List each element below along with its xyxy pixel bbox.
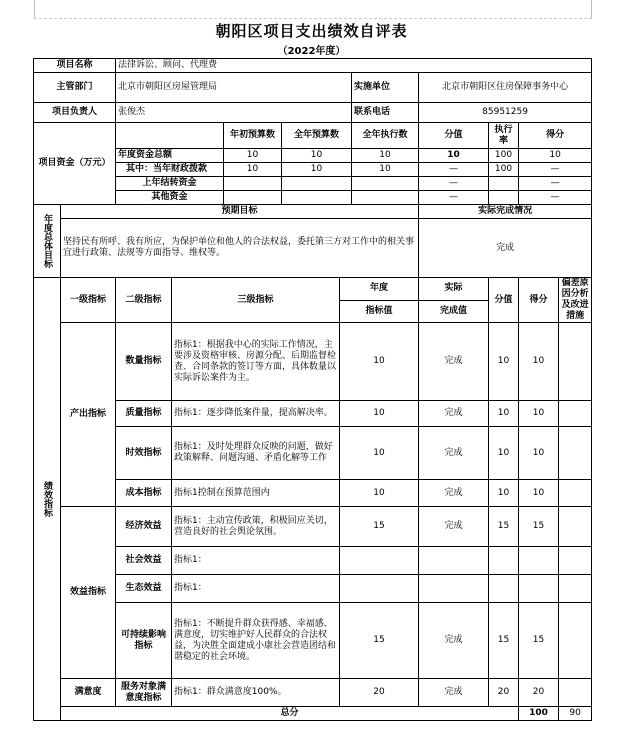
total-label: 总分 [61, 707, 519, 721]
weight-cell [489, 575, 519, 603]
funds-cell: 10 [352, 163, 419, 177]
dept-row [34, 73, 592, 103]
phone-label: 联系电话 [352, 103, 419, 123]
funds-row-label: 年度资金总额 [116, 149, 224, 163]
weight-header: 分值 [489, 278, 519, 323]
funds-cell [224, 191, 282, 205]
funds-cell: — [419, 163, 489, 177]
actual-cell: 完成 [419, 401, 489, 427]
funds-cell [282, 177, 352, 191]
goals-actual-header: 实际完成情况 [419, 205, 592, 219]
score-cell: 10 [519, 427, 559, 480]
level3-cell: 指标1： [172, 547, 340, 575]
reason-cell [559, 427, 592, 480]
funds-cell: 10 [282, 149, 352, 163]
weight-cell: 10 [489, 427, 519, 480]
funds-cell: — [519, 177, 592, 191]
indicator-row [34, 547, 592, 575]
funds-cell [282, 191, 352, 205]
funds-cell: 10 [352, 149, 419, 163]
indicator-row [34, 323, 592, 401]
funds-cell: 10 [519, 149, 592, 163]
level3-cell: 指标1： [172, 575, 340, 603]
project-name-label: 项目名称 [34, 59, 116, 73]
score-cell [519, 547, 559, 575]
funds-row [34, 177, 592, 191]
target-cell: 10 [340, 401, 419, 427]
actual-cell [419, 547, 489, 575]
title-block [33, 18, 590, 58]
indicator-row [34, 507, 592, 547]
funds-cell: 100 [489, 163, 519, 177]
target-cell: 10 [340, 480, 419, 507]
weight-cell: 15 [489, 603, 519, 679]
funds-cell: 10 [419, 149, 489, 163]
level2-cell: 生态效益 [116, 575, 172, 603]
target-cell: 10 [340, 323, 419, 401]
weight-cell: 15 [489, 507, 519, 547]
indicator-row [34, 401, 592, 427]
funds-header-5: 得分 [519, 123, 592, 149]
actual-cell [419, 575, 489, 603]
indicator-row [34, 603, 592, 679]
weight-cell: 20 [489, 679, 519, 707]
goals-expected: 坚持民有所呼、我有所应，为保护单位和他人的合法权益，委托第三方对工作中的相关事宜进行政策、法规等方面指导、维权等。 [61, 219, 419, 278]
reason-cell [559, 323, 592, 401]
form-title: 朝阳区项目支出绩效自评表 [215, 22, 408, 40]
funds-row [34, 149, 592, 163]
funds-cell: — [519, 191, 592, 205]
funds-header-blank [116, 123, 224, 149]
funds-row [34, 163, 592, 177]
target-cell: 20 [340, 679, 419, 707]
actual-header-top: 实际 [419, 278, 489, 301]
weight-cell: 10 [489, 401, 519, 427]
indicator-row [34, 679, 592, 707]
funds-cell: — [419, 191, 489, 205]
level2-cell: 质量指标 [116, 401, 172, 427]
owner-value: 张俊杰 [116, 103, 352, 123]
goals-section-text: 年度总体目标 [42, 214, 52, 268]
funds-cell: 100 [489, 149, 519, 163]
funds-header-3: 分值 [419, 123, 489, 149]
level2-cell: 服务对象满意度指标 [116, 679, 172, 707]
target-cell [340, 575, 419, 603]
funds-section-label [34, 123, 116, 205]
level3-cell: 指标1：逐步降低案件量，提高解决率。 [172, 401, 340, 427]
funds-header-0: 年初预算数 [224, 123, 282, 149]
owner-label: 项目负责人 [34, 103, 116, 123]
total-row [34, 707, 592, 721]
level3-cell: 指标1控制在预算范围内 [172, 480, 340, 507]
funds-row-label: 上年结转资金 [116, 177, 224, 191]
actual-cell: 完成 [419, 603, 489, 679]
score-cell: 10 [519, 323, 559, 401]
level1-satisfaction: 满意度 [61, 679, 116, 707]
actual-cell: 完成 [419, 507, 489, 547]
level1-header: 一级指标 [61, 278, 116, 323]
funds-row-label: 其他资金 [116, 191, 224, 205]
score-cell: 10 [519, 480, 559, 507]
reason-cell [559, 575, 592, 603]
funds-cell [489, 177, 519, 191]
funds-header-1: 全年预算数 [282, 123, 352, 149]
form-year: （2022年度） [277, 46, 346, 57]
level2-cell: 社会效益 [116, 547, 172, 575]
level2-cell: 成本指标 [116, 480, 172, 507]
goals-expected-header: 预期目标 [61, 205, 419, 219]
reason-cell [559, 547, 592, 575]
indicators-section-text: 绩效指标 [42, 481, 52, 517]
project-name-value: 法律诉讼、顾问、代理费 [116, 59, 592, 73]
level3-cell: 指标1：群众满意度100%。 [172, 679, 340, 707]
score-cell [519, 575, 559, 603]
reason-cell [559, 480, 592, 507]
level3-cell: 指标1：根据我中心的实际工作情况，主要涉及资格审核、房源分配、后期监督检查、合同条款的签订等方面，具体数量以实际诉讼案件为主。 [172, 323, 340, 401]
total-score: 90 [559, 707, 592, 721]
level3-header: 三级指标 [172, 278, 340, 323]
score-cell: 10 [519, 401, 559, 427]
total-weight: 100 [519, 707, 559, 721]
indicator-row [34, 427, 592, 480]
funds-cell: 10 [224, 163, 282, 177]
target-cell: 15 [340, 603, 419, 679]
owner-row [34, 103, 592, 123]
weight-cell: 10 [489, 323, 519, 401]
dept-value: 北京市朝阳区房屋管理局 [116, 73, 352, 103]
score-cell: 15 [519, 507, 559, 547]
indicator-row [34, 575, 592, 603]
funds-cell: — [419, 177, 489, 191]
reason-header: 偏差原因分析及改进措施 [559, 278, 592, 323]
score-cell: 15 [519, 603, 559, 679]
funds-header-4: 执行率 [489, 123, 519, 149]
target-header-bottom: 指标值 [340, 300, 419, 323]
funds-row [34, 191, 592, 205]
actual-cell: 完成 [419, 480, 489, 507]
level2-cell: 时效指标 [116, 427, 172, 480]
level2-header: 二级指标 [116, 278, 172, 323]
funds-cell [352, 191, 419, 205]
funds-cell: 10 [282, 163, 352, 177]
reason-cell [559, 603, 592, 679]
funds-header-row [34, 123, 592, 149]
actual-cell: 完成 [419, 427, 489, 480]
impl-unit-label: 实施单位 [352, 73, 419, 103]
level2-cell: 数量指标 [116, 323, 172, 401]
goals-content-row [34, 219, 592, 278]
goals-header-row [34, 205, 592, 219]
level3-cell: 指标1：主动宣传政策，积极回应关切，营造良好的社会舆论氛围。 [172, 507, 340, 547]
reason-cell [559, 401, 592, 427]
funds-header-2: 全年执行数 [352, 123, 419, 149]
evaluation-grid [33, 58, 592, 721]
target-cell: 15 [340, 507, 419, 547]
level3-cell: 指标1：及时处理群众反映的问题，做好政策解释、问题沟通、矛盾化解等工作 [172, 427, 340, 480]
page-top-margin [34, 0, 592, 19]
phone-value: 85951259 [419, 103, 592, 123]
reason-cell [559, 507, 592, 547]
target-cell: 10 [340, 427, 419, 480]
level1-benefit: 效益指标 [61, 507, 116, 679]
funds-cell [352, 177, 419, 191]
level3-cell: 指标1：不断提升群众获得感、幸福感、满意度，切实维护好人民群众的合法权益，为决胜全面建成小康社会营造团结和谐稳定的社会环境。 [172, 603, 340, 679]
goals-actual: 完成 [419, 219, 592, 278]
indicators-section-label [34, 278, 61, 721]
funds-row-label: 其中：当年财政拨款 [116, 163, 224, 177]
level2-cell: 可持续影响指标 [116, 603, 172, 679]
weight-cell: 10 [489, 480, 519, 507]
funds-section-text: 项目资金（万元） [38, 158, 111, 168]
funds-cell [224, 177, 282, 191]
funds-cell: 10 [224, 149, 282, 163]
funds-cell [489, 191, 519, 205]
dept-label: 主管部门 [34, 73, 116, 103]
actual-header-bottom: 完成值 [419, 300, 489, 323]
target-header-top: 年度 [340, 278, 419, 301]
score-header: 得分 [519, 278, 559, 323]
impl-unit-value: 北京市朝阳区住房保障事务中心 [419, 73, 592, 103]
actual-cell: 完成 [419, 323, 489, 401]
goals-section-label [34, 205, 61, 278]
funds-cell: — [519, 163, 592, 177]
project-name-row [34, 59, 592, 73]
score-cell: 20 [519, 679, 559, 707]
level1-output: 产出指标 [61, 323, 116, 507]
reason-cell [559, 679, 592, 707]
indicators-header-row [34, 278, 592, 301]
target-cell [340, 547, 419, 575]
actual-cell: 完成 [419, 679, 489, 707]
weight-cell [489, 547, 519, 575]
level2-cell: 经济效益 [116, 507, 172, 547]
indicator-row [34, 480, 592, 507]
